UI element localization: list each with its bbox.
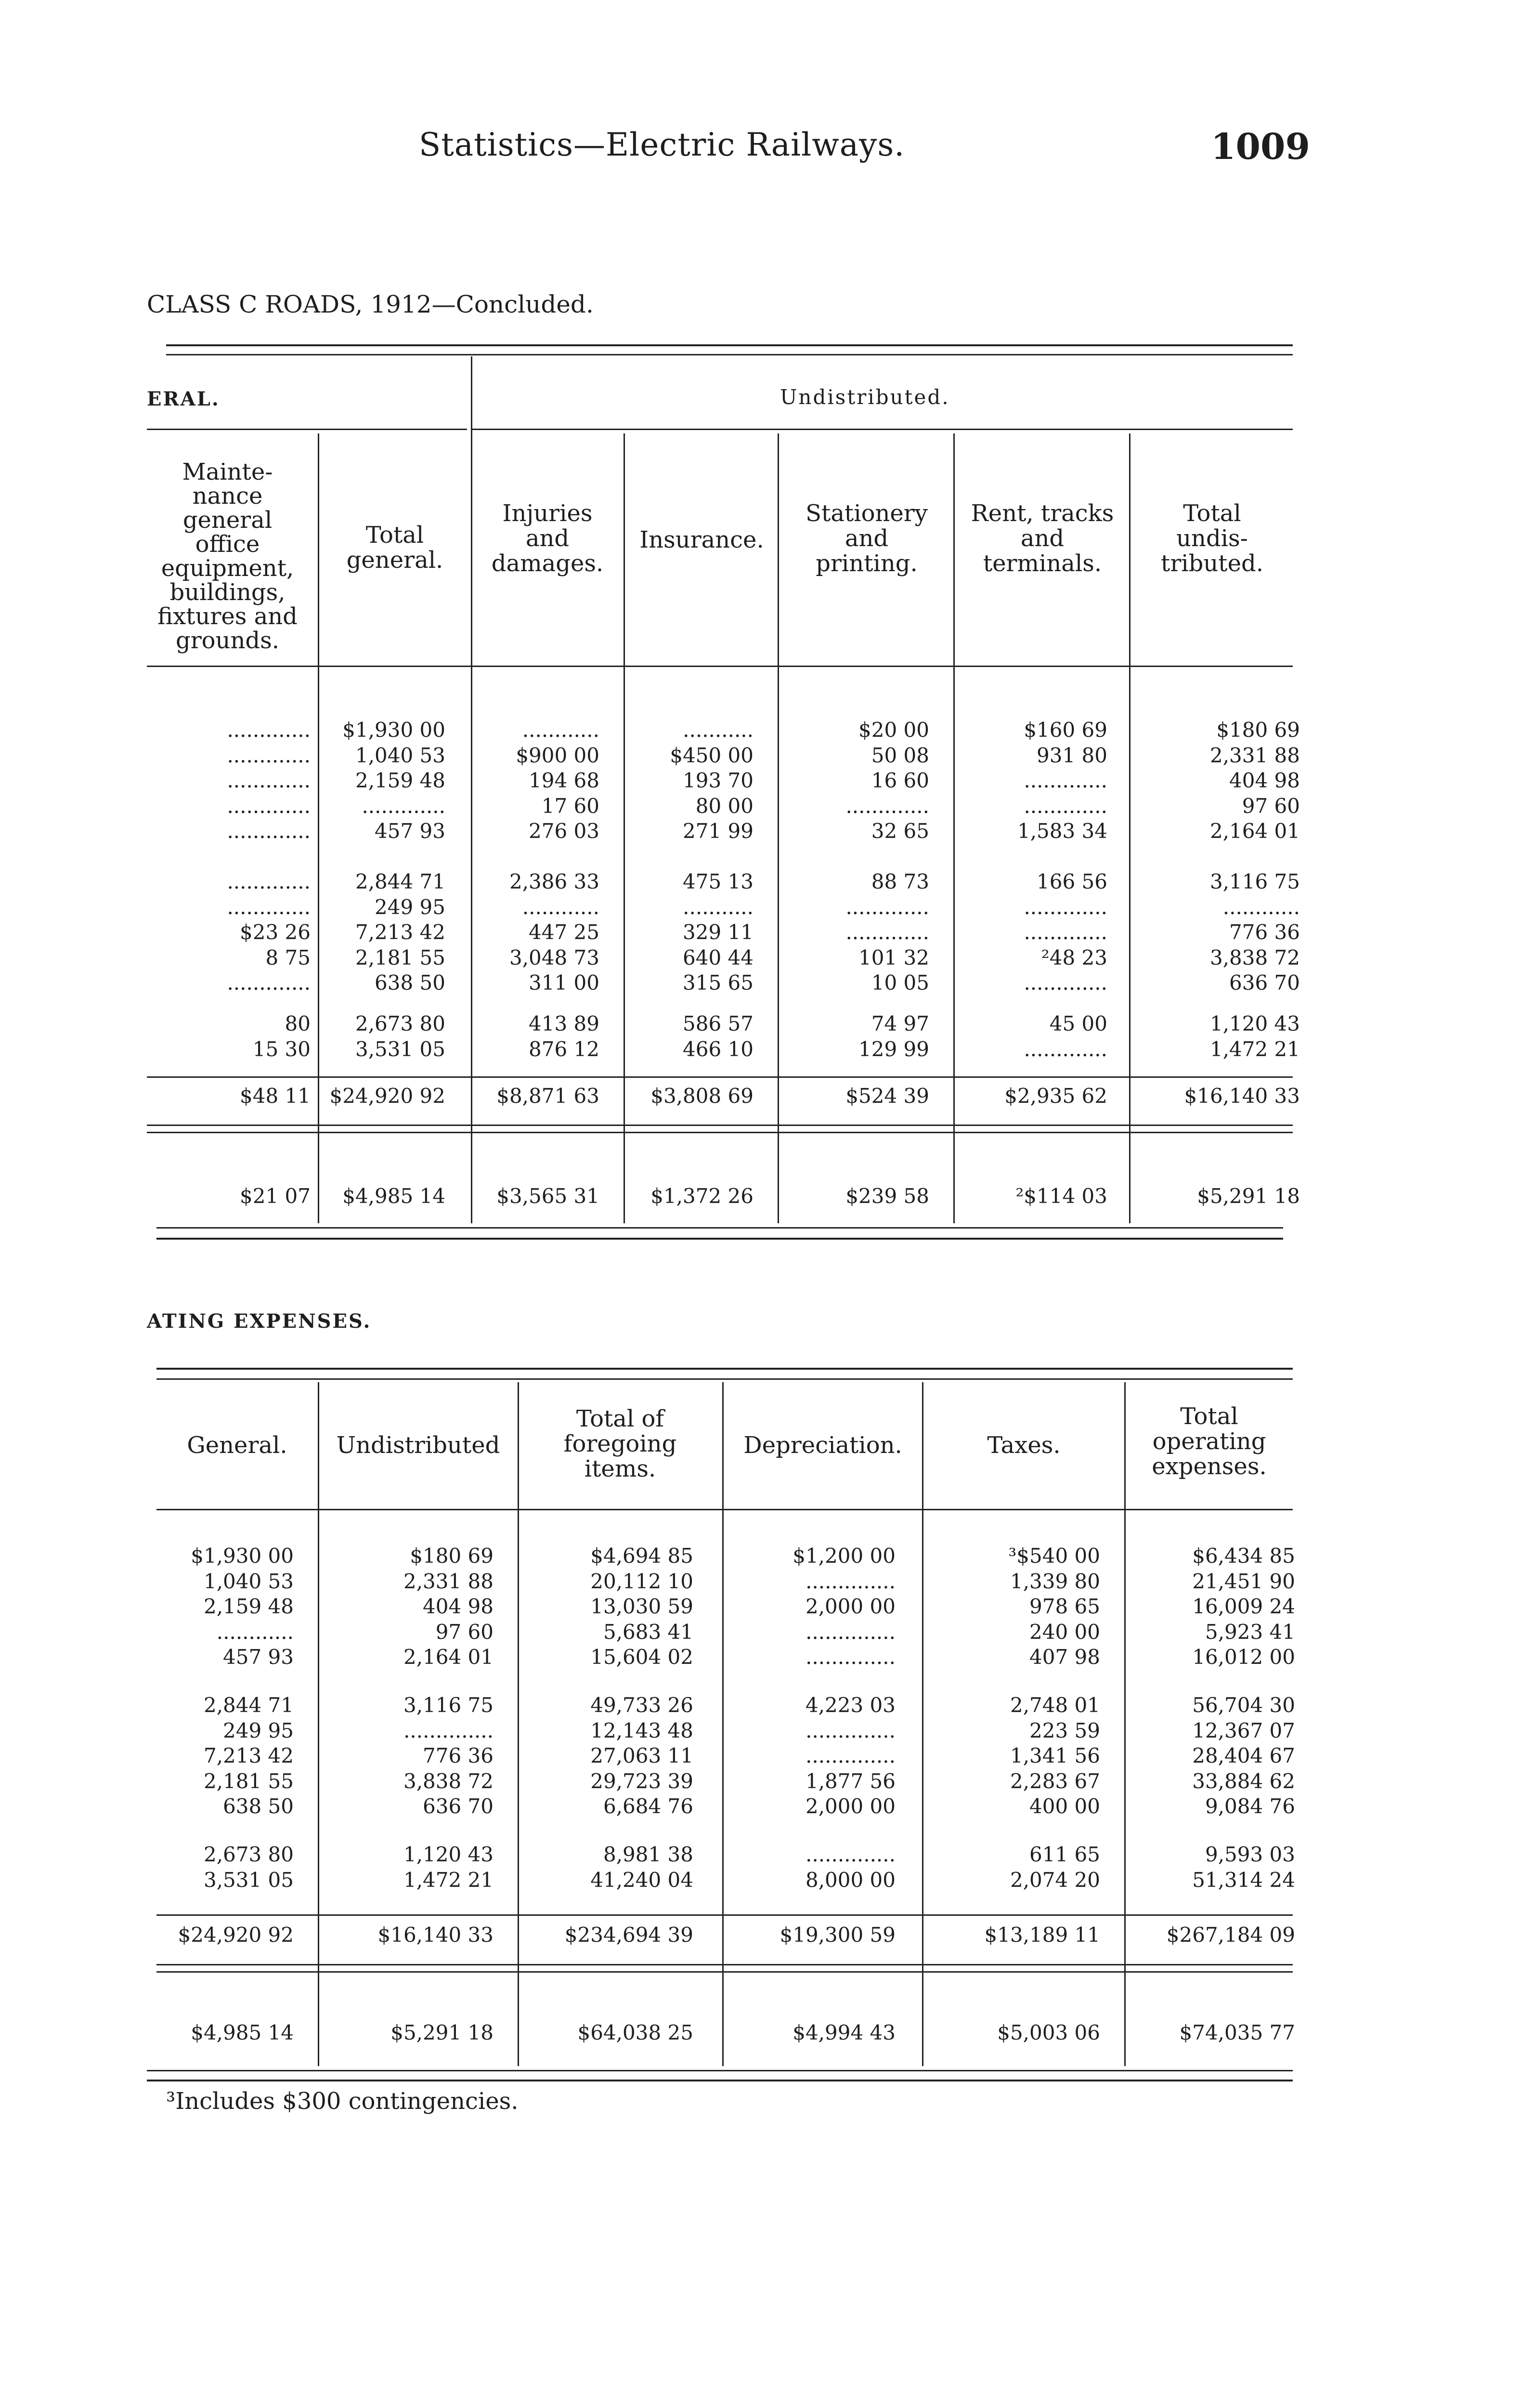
t2-row-cell: 3,531 05	[203, 1868, 294, 1892]
t2-row-cell: 1,341 56	[1010, 1744, 1100, 1767]
t1-top-rule-2	[166, 354, 1293, 355]
t1-col-stationery: Stationery and printing.	[805, 500, 928, 577]
t1-row-cell: .............	[227, 743, 311, 767]
t2-row-cell: ..............	[805, 1569, 896, 1593]
t1-row-cell: 8 75	[265, 945, 311, 969]
t1-top-rule	[166, 344, 1293, 346]
t2-averages-cell: $5,003 06	[997, 2021, 1100, 2044]
t2-col-general: General.	[187, 1432, 287, 1459]
t1-row-cell: 276 03	[529, 819, 599, 843]
t1-sect-rule-right	[472, 429, 1293, 430]
t1-averages-cell: $1,372 26	[650, 1184, 754, 1208]
t1-row-cell: 315 65	[683, 971, 754, 995]
t2-row-cell: 8,000 00	[805, 1868, 896, 1892]
t2-row-cell: 56,704 30	[1192, 1693, 1295, 1717]
t2-row-cell: ..............	[403, 1718, 494, 1742]
t1-averages-cell: $4,985 14	[342, 1184, 445, 1208]
t2-row-cell: 13,030 59	[590, 1595, 693, 1618]
t2-row-cell: 8,981 38	[603, 1843, 693, 1866]
t1-averages-cell: $5,291 18	[1197, 1184, 1300, 1208]
t2-row-cell: 5,923 41	[1205, 1620, 1295, 1644]
t2-row-cell: 41,240 04	[590, 1868, 693, 1892]
t1-row-cell: 640 44	[683, 945, 754, 969]
t1-totals-cell: $48 11	[240, 1084, 311, 1108]
t1-row-cell: .............	[1024, 794, 1107, 818]
t1-row-cell: 3,838 72	[1209, 945, 1300, 969]
t2-row-cell: 7,213 42	[203, 1744, 294, 1767]
t2-row-cell: 978 65	[1029, 1595, 1100, 1618]
t2-row-cell: 16,009 24	[1192, 1595, 1295, 1618]
t1-row-cell: 194 68	[529, 769, 599, 792]
t1-averages-cell: $3,565 31	[496, 1184, 599, 1208]
t2-totals-cell: $267,184 09	[1166, 1923, 1295, 1947]
t1-row-cell: 2,386 33	[509, 870, 599, 893]
t1-row-cell: $450 00	[670, 743, 754, 767]
t1-row-cell: 638 50	[375, 971, 445, 995]
t1-row-cell: 636 70	[1229, 971, 1300, 995]
t2-row-cell: 249 95	[223, 1718, 294, 1742]
t1-row-cell: 15 30	[252, 1037, 311, 1061]
t1-row-cell: 2,844 71	[355, 870, 445, 893]
t2-row-cell: 2,159 48	[203, 1595, 294, 1618]
t2-row-cell: 29,723 39	[590, 1769, 693, 1793]
t1-row-cell: 404 98	[1229, 769, 1300, 792]
t2-totals-cell: $16,140 33	[377, 1923, 494, 1947]
t2-row-cell: 2,331 88	[403, 1569, 494, 1593]
t1-row-cell: .............	[227, 819, 311, 843]
t2-row-cell: 33,884 62	[1192, 1769, 1295, 1793]
t1-row-cell: .............	[1024, 769, 1107, 792]
t1-row-cell: 17 60	[541, 794, 599, 818]
t2-col-total-foregoing: Total of foregoing items.	[563, 1405, 677, 1482]
t2-averages-cell: $74,035 77	[1179, 2021, 1295, 2044]
t1-row-cell: 3,531 05	[355, 1037, 445, 1061]
t1-row-cell: 10 05	[871, 971, 929, 995]
t2-end-rule	[147, 2070, 1293, 2071]
t2-end-rule-2	[147, 2080, 1293, 2081]
t1-row-cell: 586 57	[683, 1012, 754, 1035]
t1-row-cell: 2,181 55	[355, 945, 445, 969]
t2-col-depreciation: Depreciation.	[743, 1432, 902, 1459]
t1-row-cell: 74 97	[871, 1012, 929, 1035]
t1-row-cell: ............	[522, 718, 599, 742]
t1-row-cell: 1,040 53	[355, 743, 445, 767]
t1-totals-cell: $24,920 92	[329, 1084, 445, 1108]
t1-row-cell: 50 08	[871, 743, 929, 767]
t1-row-cell: .............	[227, 769, 311, 792]
t1-row-cell: 271 99	[683, 819, 754, 843]
t1-row-cell: ...........	[683, 718, 754, 742]
t2-row-cell: 15,604 02	[590, 1645, 693, 1669]
t1-section-right: Undistributed.	[780, 385, 950, 409]
t2-row-cell: 97 60	[435, 1620, 494, 1644]
t1-row-cell: ............	[522, 895, 599, 919]
t2-row-cell: $6,434 85	[1192, 1544, 1295, 1568]
t2-row-cell: 9,084 76	[1205, 1794, 1295, 1818]
footnote: ³Includes $300 contingencies.	[166, 2088, 519, 2115]
t1-row-cell: 466 10	[683, 1037, 754, 1061]
t2-row-cell: 2,074 20	[1010, 1868, 1100, 1892]
t2-row-cell: 21,451 90	[1192, 1569, 1295, 1593]
t2-row-cell: ..............	[805, 1645, 896, 1669]
t2-row-cell: 404 98	[423, 1595, 494, 1618]
t1-row-cell: 457 93	[375, 819, 445, 843]
t1-row-cell: 101 32	[858, 945, 929, 969]
t1-row-cell: 1,120 43	[1209, 1012, 1300, 1035]
t1-row-cell: 88 73	[871, 870, 929, 893]
t2-row-cell: 4,223 03	[805, 1693, 896, 1717]
t1-row-cell: .............	[1024, 920, 1107, 944]
t1-totals-cell: $3,808 69	[650, 1084, 754, 1108]
t1-total-rule-top	[147, 1076, 1293, 1078]
t1-col-rent: Rent, tracks and terminals.	[971, 500, 1114, 577]
t1-row-cell: 2,159 48	[355, 769, 445, 792]
t2-row-cell: $1,930 00	[191, 1544, 294, 1568]
t1-sect-rule-left	[147, 429, 467, 430]
t2-averages-cell: $4,994 43	[792, 2021, 896, 2044]
t1-row-cell: 1,583 34	[1017, 819, 1107, 843]
t2-row-cell: 240 00	[1029, 1620, 1100, 1644]
t2-row-cell: 49,733 26	[590, 1693, 693, 1717]
t2-totals-cell: $24,920 92	[178, 1923, 294, 1947]
t1-row-cell: 2,673 80	[355, 1012, 445, 1035]
t1-row-cell: 931 80	[1037, 743, 1107, 767]
t2-row-cell: 400 00	[1029, 1794, 1100, 1818]
t2-row-cell: 1,877 56	[805, 1769, 896, 1793]
t2-col-total-operating: Total operating expenses.	[1152, 1403, 1267, 1480]
t2-row-cell: 776 36	[423, 1744, 494, 1767]
t1-row-cell: 311 00	[529, 971, 599, 995]
t2-top-rule	[156, 1368, 1293, 1370]
t1-row-cell: 1,472 21	[1209, 1037, 1300, 1061]
t2-row-cell: 27,063 11	[590, 1744, 693, 1767]
t1-col-maintenance: Mainte- nance general office equipment, buildings, fixtures and grounds.	[157, 458, 298, 654]
t2-totals-cell: $19,300 59	[779, 1923, 896, 1947]
t2-row-cell: 2,283 67	[1010, 1769, 1100, 1793]
t2-row-cell: 2,164 01	[403, 1645, 494, 1669]
t1-totals-cell: $8,871 63	[496, 1084, 599, 1108]
t1-row-cell: ............	[1222, 895, 1300, 919]
t2-row-cell: 1,040 53	[203, 1569, 294, 1593]
running-title: Statistics—Electric Railways.	[419, 126, 905, 163]
t1-row-cell: 166 56	[1037, 870, 1107, 893]
t2-col-taxes: Taxes.	[987, 1432, 1061, 1459]
t2-row-cell: 1,472 21	[403, 1868, 494, 1892]
t1-col-total-general: Total general.	[346, 522, 443, 574]
t1-row-cell: .............	[845, 895, 929, 919]
t2-totals-cell: $234,694 39	[564, 1923, 693, 1947]
t2-row-cell: 1,120 43	[403, 1843, 494, 1866]
t1-row-cell: 2,331 88	[1209, 743, 1300, 767]
t1-row-cell: 80	[285, 1012, 311, 1035]
t2-row-cell: 611 65	[1029, 1843, 1100, 1866]
t2-row-cell: 1,339 80	[1010, 1569, 1100, 1593]
t2-row-cell: 20,112 10	[590, 1569, 693, 1593]
t1-row-cell: $160 69	[1024, 718, 1107, 742]
t2-head-rule	[156, 1509, 1293, 1510]
t2-total-rule-top	[156, 1914, 1293, 1916]
t1-col-total-undistributed: Total undis- tributed.	[1161, 500, 1263, 577]
t1-row-cell: 7,213 42	[355, 920, 445, 944]
t1-row-cell: $1,930 00	[342, 718, 445, 742]
t1-col-injuries: Injuries and damages.	[491, 500, 604, 577]
t2-row-cell: 2,748 01	[1010, 1693, 1100, 1717]
t1-row-cell: .............	[227, 794, 311, 818]
t1-row-cell: 16 60	[871, 769, 929, 792]
t1-section-left: ERAL.	[147, 388, 220, 410]
t1-averages-cell: $21 07	[240, 1184, 311, 1208]
t2-row-cell: 3,838 72	[403, 1769, 494, 1793]
t1-row-cell: 80 00	[695, 794, 754, 818]
t2-row-cell: $4,694 85	[590, 1544, 693, 1568]
t1-row-cell: ²48 23	[1041, 945, 1107, 969]
t2-row-cell: 12,143 48	[590, 1718, 693, 1742]
t2-averages-cell: $4,985 14	[191, 2021, 294, 2044]
t1-col-insurance: Insurance.	[639, 526, 764, 553]
t2-total-rule-bottom-2	[156, 1971, 1293, 1973]
t1-row-cell: 3,048 73	[509, 945, 599, 969]
t2-total-rule-bottom	[156, 1964, 1293, 1965]
t1-row-cell: .............	[845, 794, 929, 818]
t1-row-cell: 45 00	[1049, 1012, 1107, 1035]
t1-row-cell: 447 25	[529, 920, 599, 944]
t1-row-cell: .............	[227, 718, 311, 742]
t2-row-cell: 407 98	[1029, 1645, 1100, 1669]
t2-row-cell: 51,314 24	[1192, 1868, 1295, 1892]
t2-top-rule-2	[156, 1378, 1293, 1380]
t2-averages-cell: $64,038 25	[577, 2021, 693, 2044]
t1-row-cell: 97 60	[1242, 794, 1300, 818]
t2-row-cell: 3,116 75	[403, 1693, 494, 1717]
t1-total-rule-bottom	[147, 1125, 1293, 1126]
t2-row-cell: 2,181 55	[203, 1769, 294, 1793]
t2-row-cell: 2,844 71	[203, 1693, 294, 1717]
t1-row-cell: .............	[227, 870, 311, 893]
t1-end-rule-2	[156, 1238, 1283, 1240]
t2-row-cell: 457 93	[223, 1645, 294, 1669]
t2-col-undistributed: Undistributed	[336, 1432, 500, 1459]
t2-row-cell: ..............	[805, 1843, 896, 1866]
t1-row-cell: 32 65	[871, 819, 929, 843]
t1-totals-cell: $2,935 62	[1004, 1084, 1107, 1108]
t1-row-cell: .............	[1024, 971, 1107, 995]
t1-row-cell: 329 11	[683, 920, 754, 944]
t2-row-cell: 5,683 41	[603, 1620, 693, 1644]
t1-row-cell: 129 99	[858, 1037, 929, 1061]
t1-row-cell: 2,164 01	[1209, 819, 1300, 843]
t2-row-cell: ..............	[805, 1718, 896, 1742]
t1-row-cell: $20 00	[858, 718, 929, 742]
t2-row-cell: ............	[216, 1620, 294, 1644]
t1-row-cell: .............	[1024, 1037, 1107, 1061]
t2-totals-cell: $13,189 11	[984, 1923, 1100, 1947]
t1-row-cell: .............	[227, 971, 311, 995]
t2-row-cell: ..............	[805, 1620, 896, 1644]
t2-row-cell: 2,673 80	[203, 1843, 294, 1866]
t1-row-cell: .............	[227, 895, 311, 919]
t1-row-cell: ...........	[683, 895, 754, 919]
t2-row-cell: 223 59	[1029, 1718, 1100, 1742]
t2-section-label: ATING EXPENSES.	[147, 1310, 372, 1333]
t1-totals-cell: $16,140 33	[1184, 1084, 1300, 1108]
t1-row-cell: 413 89	[529, 1012, 599, 1035]
table-subtitle: CLASS C ROADS, 1912—Concluded.	[147, 290, 594, 318]
t2-row-cell: 28,404 67	[1192, 1744, 1295, 1767]
t1-row-cell: 475 13	[683, 870, 754, 893]
t1-row-cell: 193 70	[683, 769, 754, 792]
t2-row-cell: $180 69	[410, 1544, 494, 1568]
t1-row-cell: .............	[1024, 895, 1107, 919]
t1-totals-cell: $524 39	[845, 1084, 929, 1108]
t1-head-rule	[147, 666, 1293, 667]
t1-row-cell: $23 26	[240, 920, 311, 944]
t2-row-cell: 2,000 00	[805, 1794, 896, 1818]
t1-row-cell: 776 36	[1229, 920, 1300, 944]
t2-row-cell: $1,200 00	[792, 1544, 896, 1568]
t1-averages-cell: $239 58	[845, 1184, 929, 1208]
t1-row-cell: $180 69	[1216, 718, 1300, 742]
t1-row-cell: $900 00	[516, 743, 599, 767]
t2-averages-cell: $5,291 18	[390, 2021, 494, 2044]
t2-row-cell: 12,367 07	[1192, 1718, 1295, 1742]
t2-row-cell: 2,000 00	[805, 1595, 896, 1618]
t2-row-cell: 636 70	[423, 1794, 494, 1818]
t1-row-cell: .............	[362, 794, 445, 818]
t2-row-cell: 9,593 03	[1205, 1843, 1295, 1866]
t2-row-cell: ..............	[805, 1744, 896, 1767]
t2-row-cell: 638 50	[223, 1794, 294, 1818]
t1-total-rule-bottom-2	[147, 1132, 1293, 1133]
t1-averages-cell: ²$114 03	[1015, 1184, 1107, 1208]
t1-row-cell: 249 95	[375, 895, 445, 919]
t1-end-rule	[156, 1227, 1283, 1229]
t2-row-cell: 6,684 76	[603, 1794, 693, 1818]
page-number: 1009	[1211, 126, 1310, 168]
t1-row-cell: 3,116 75	[1209, 870, 1300, 893]
t2-row-cell: ³$540 00	[1008, 1544, 1100, 1568]
t2-row-cell: 16,012 00	[1192, 1645, 1295, 1669]
t1-row-cell: .............	[845, 920, 929, 944]
t1-row-cell: 876 12	[529, 1037, 599, 1061]
